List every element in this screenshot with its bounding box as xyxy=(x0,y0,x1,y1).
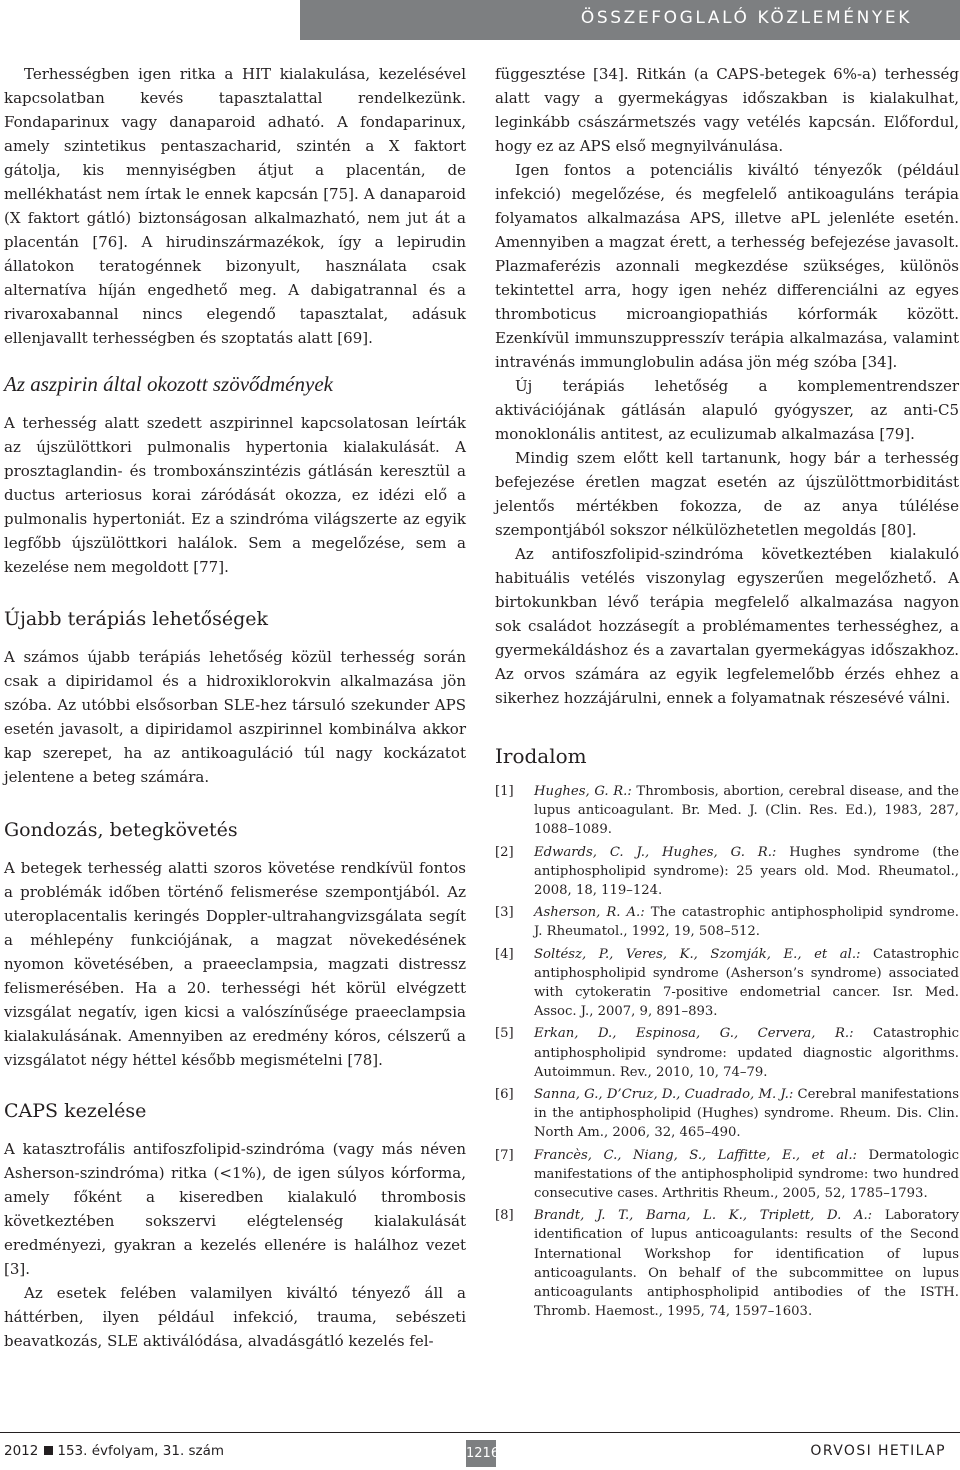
reference-item xyxy=(495,1024,959,1082)
reference-text: Catastrophic antiphospholipid syndrome: updated diagnostic algorithms. Autoimmun. Rev., 2010, 10, 74–79. xyxy=(534,1026,959,1080)
reference-text: The catastrophic antiphospholipid syndrome. J. Rheumatol., 1992, 19, 508–512. xyxy=(534,905,959,940)
reference-authors: Edwards, C. J., Hughes, G. R.: xyxy=(534,844,777,860)
reference-authors: Hughes, G. R.: xyxy=(534,784,632,799)
paragraph: A terhesség alatt szedett aszpirinnel kapcsolatosan leírták az újszülöttkori pulmonalis hypertonia kialakulását. A prosztaglandin- és tromboxánszintézis gátlásán keresztül a ductus arteriosus korai záródását okozza, ez idézi elő a pulmonalis hypertoniát. Ez a szindróma világszerte az egyik legfőbb újszülöttkori halálok. Sem a megelőzése, sem a kezelése nem megoldott [77]. xyxy=(4,414,466,576)
header-bar xyxy=(300,0,960,40)
reference-item xyxy=(495,903,959,941)
reference-number: [4] xyxy=(495,946,514,962)
reference-number: [6] xyxy=(495,1087,514,1103)
paragraph: Igen fontos a potenciális kiváltó tényezők (például infekció) megelőzése, és megfelelő antikoaguláns terápia folyamatos alkalmazása APS, illetve aPL jelenléte esetén. Amennyiben a magzat érett, a terhesség befejezése javasolt. Plazmaferézis azonnali megkezdése szükséges, különös tekintettel arra, hogy igen nehéz differenciálni az egyes thromboticus microangiopathiás kórformák között. Ezenkívül immunszuppresszív terápia alkalmazása, valamint intravénás immunglobulin adása jön még szóba [34]. xyxy=(495,161,959,371)
reference-item xyxy=(495,945,959,1022)
paragraph: Új terápiás lehetőség a komplementrendszer aktivációjának gátlásán alapuló gyógyszer, az anti-C5 monoklonális antitest, az eculizumab alkalmazása [79]. xyxy=(495,377,959,443)
reference-item xyxy=(495,843,959,901)
reference-text: Cerebral manifestations in the antiphospholipid (Hughes) syndrome. Rheum. Dis. Clin. North Am., 2006, 32, 465–490. xyxy=(534,1087,959,1141)
paragraph: A katasztrofális antifoszfolipid-szindróma (vagy más néven Asherson-szindróma) ritka (<1%), de igen súlyos kórforma, amely főként a kiseredben kialakuló thrombosis következtében sokszervi elégtelenség kialakulását eredményezi, gyakran a kezelés ellenére is halálhoz vezet [3]. xyxy=(4,1140,466,1278)
paragraph: Az esetek felében valamilyen kiváltó tényező áll a háttérben, ilyen például infekció, trauma, sebészeti beavatkozás, SLE aktiválódása, alvadásgátló kezelés fel- xyxy=(4,1284,466,1350)
reference-item xyxy=(495,1206,959,1321)
reference-text: Dermatologic manifestations of the antiphospholipid syndrome: two hundred consecutive cases. Arthritis Rheum., 2005, 52, 1785–1793. xyxy=(534,1147,960,1202)
reference-authors: Sanna, G., D’Cruz, D., Cuadrado, M. J.: xyxy=(534,1087,794,1103)
paragraph: Terhességben igen ritka a HIT kialakulása, kezelésével kapcsolatban kevés tapasztalattal rendelkezünk. Fondaparinux vagy danaparoid adható. A fondaparinux, amely szintetikus pentaszacharid, szintén a X faktort gátolja, kis mennyiségben átjut a placentán, de mellékhatást nem írtak le ennek kapcsán [75]. A danaparoid (X faktort gátló) biztonságosan alkalmazható, nem jut át a placentán [76]. A hirudinszármazékok, így a lepirudin állatokon teratogénnek bizonyult, használata csak alternatíva híján engedhető meg. A dabigatrannal és a rivaroxabannal nincs elegendő tapasztalat, adásuk ellenjavallt terhességben és szoptatás alatt [69]. xyxy=(4,65,466,347)
journal-name: ORVOSI HETILAP xyxy=(810,1443,946,1459)
reference-item xyxy=(495,782,959,840)
page-number: 1216 xyxy=(466,1440,496,1467)
references-heading: Irodalom xyxy=(495,744,587,768)
reference-authors: Soltész, P., Veres, K., Szomják, E., et al.: xyxy=(534,946,861,962)
paragraph: Mindig szem előtt kell tartanunk, hogy bár a terhesség befejezése éretlen magzat esetén az újszülöttmorbiditást jelentős mértékben fokozza, de az anya túlélése szempontjából sokszor nélkülözhetetlen megoldás [80]. xyxy=(495,449,959,539)
footer-divider xyxy=(0,1432,960,1433)
reference-authors: Brandt, J. T., Barna, L. K., Triplett, D. A.: xyxy=(534,1208,873,1224)
paragraph: A számos újabb terápiás lehetőség közül terhesség során csak a dipiridamol és a hidroxiklorokvin alkalmazása jön szóba. Az utóbbi elsősorban SLE-hez társuló szekunder APS esetén javasolt, a dipiridamol aszpirinnel kombinálva akkor kap szerepet, ha az antikoaguláció túl nagy kockázatot jelentene a beteg számára. xyxy=(4,648,466,786)
reference-number: [2] xyxy=(495,844,514,860)
footer-volume: 153. évfolyam, 31. szám xyxy=(57,1443,225,1459)
paragraph: függesztése [34]. Ritkán (a CAPS-betegek 6%-a) terhesség alatt vagy a gyermekágyas időszakban is kialakulhat, leginkább császármetszés vagy vetélés kapcsán. Előfordul, hogy ez az APS első megnyilvánulása. xyxy=(495,65,959,155)
reference-number: [7] xyxy=(495,1147,514,1163)
reference-number: [3] xyxy=(495,905,514,921)
reference-text: Catastrophic antiphospholipid syndrome (Asherson’s syndrome) associated with cytokeratin 7-positive endometrial cancer. Isr. Med. Assoc. J., 2007, 9, 891–893. xyxy=(534,946,959,1020)
section-heading-caps: CAPS kezelése xyxy=(4,1100,147,1122)
reference-text: Laboratory identification of lupus anticoagulants: results of the Second International Workshop for identification of lupus anticoagulants. On behalf of the subcommittee on lupus anticoagulants antiphospholipid antibodies of the ISTH. Thromb. Haemost., 1995, 74, 1597–1603. xyxy=(534,1208,959,1320)
square-bullet-icon xyxy=(44,1446,53,1455)
footer-year: 2012 xyxy=(4,1443,39,1459)
references-list xyxy=(495,782,959,1321)
paragraph: Az antifoszfolipid-szindróma következtében kialakuló habituális vetélés viszonylag egyszerűen megelőzhető. A birtokunkban lévő terápia megfelelő alkalmazása nagyon sok családot hozzásegít a problémamentes terhességhez, a gyermekáldáshoz és a zavartalan gyermekágyas időszakhoz. Az orvos számára az egyik legfelemelőbb érzés ehhez a sikerhez hozzájárulni, ennek a folyamatnak részesévé válni. xyxy=(495,545,959,707)
footer-issue xyxy=(4,1443,224,1459)
left-column xyxy=(4,62,466,1353)
reference-item xyxy=(495,1146,959,1204)
reference-number: [1] xyxy=(495,784,514,799)
reference-authors: Erkan, D., Espinosa, G., Cervera, R.: xyxy=(534,1026,854,1042)
reference-text: Thrombosis, abortion, cerebral disease, and the lupus anticoagulant. Br. Med. J. (Clin. Res. Ed.), 1983, 287, 1088–1089. xyxy=(534,784,959,838)
reference-number: [8] xyxy=(495,1208,514,1224)
section-heading-care: Gondozás, betegkövetés xyxy=(4,819,238,841)
paragraph: A betegek terhesség alatti szoros követése rendkívül fontos a problémák időben történő felismerése szempontjából. Az uteroplacentalis keringés Doppler-ultrahangvizsgálata segít a méhlepény funkciójának, a magzat növekedésének nyomon követésében, a praeeclampsia, magzati distressz felismerésében. Ha a 20. terhességi hét körül elvégzett vizsgálat negatív, igen kicsi a valószínűsége praeeclampsia kialakulásának. Amennyiben az eredmény kóros, célszerű a vizsgálatot négy héttel később megismételni [78]. xyxy=(4,859,466,1069)
reference-text: Hughes syndrome (the antiphospholipid syndrome): 25 years old. Mod. Rheumatol., 2008, 18, 119–124. xyxy=(534,844,960,899)
section-title: ÖSSZEFOGLALÓ KÖZLEMÉNYEK xyxy=(580,8,912,28)
reference-item xyxy=(495,1085,959,1143)
section-heading-aspirin: Az aszpirin által okozott szövődmények xyxy=(4,372,333,396)
reference-authors: Francès, C., Niang, S., Laffitte, E., et al.: xyxy=(534,1147,857,1163)
reference-authors: Asherson, R. A.: xyxy=(534,905,645,921)
section-heading-new-therapies: Újabb terápiás lehetőségek xyxy=(4,608,269,630)
right-column xyxy=(495,62,959,1324)
reference-number: [5] xyxy=(495,1026,514,1042)
